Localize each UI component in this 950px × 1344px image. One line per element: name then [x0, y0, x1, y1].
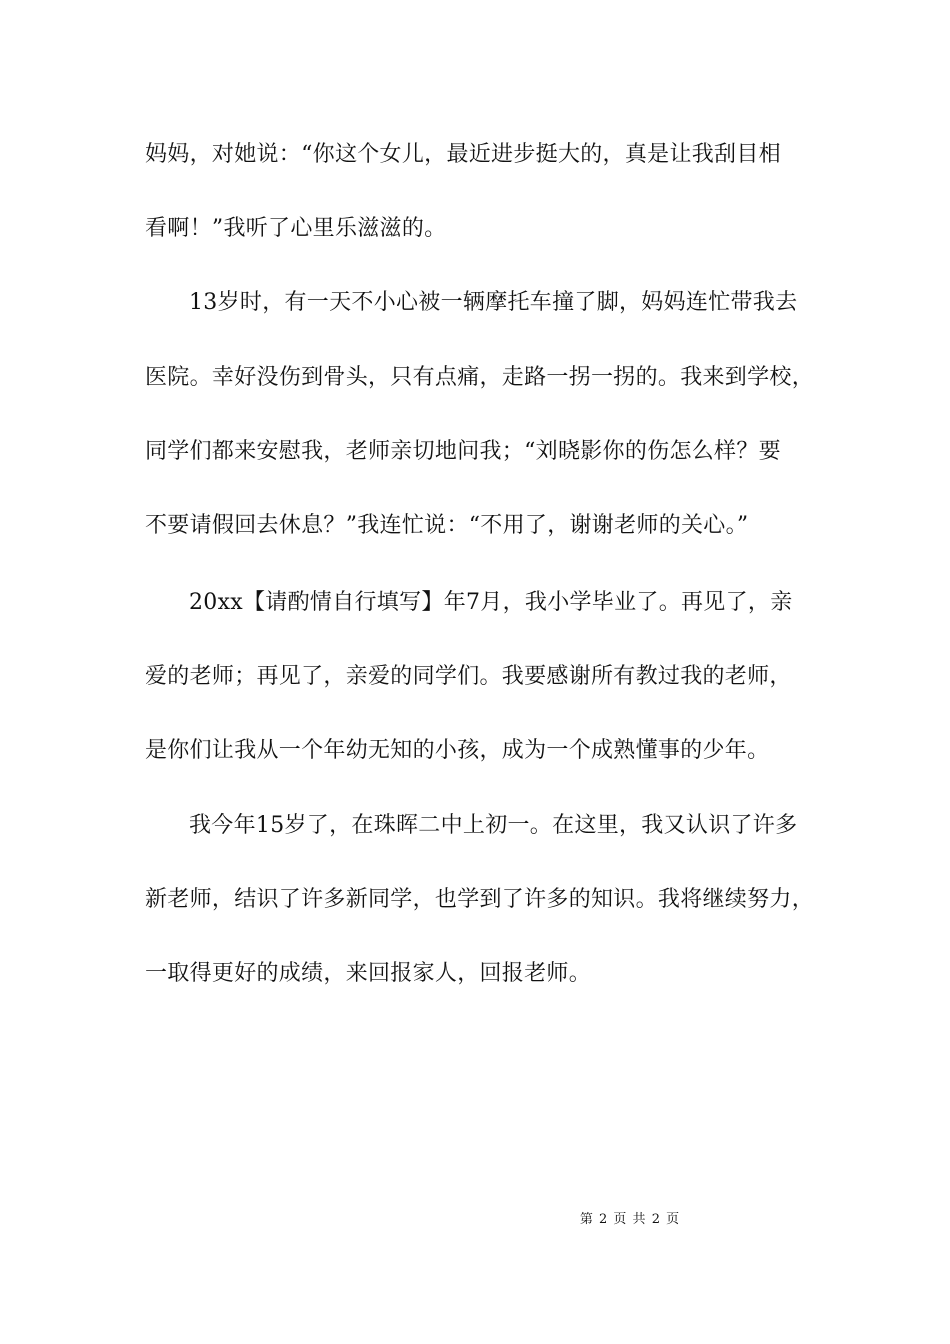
- text-line: 妈妈，对她说：“你这个女儿，最近进步挺大的，真是让我刮目相: [145, 142, 781, 167]
- paragraph-first-line: 20xx【请酌情自行填写】年7月，我小学毕业了。再见了，亲: [189, 590, 793, 615]
- text-line: 爱的老师；再见了，亲爱的同学们。我要感谢所有教过我的老师，: [145, 664, 792, 689]
- text-line: 新老师，结识了许多新同学，也学到了许多的知识。我将继续努力，: [145, 887, 815, 912]
- text-line: 看啊！”我听了心里乐滋滋的。: [145, 216, 447, 241]
- paragraph-first-line: 13岁时，有一天不小心被一辆摩托车撞了脚，妈妈连忙带我去: [189, 290, 798, 315]
- paragraph-first-line: 我今年15岁了，在珠晖二中上初一。在这里，我又认识了许多: [189, 813, 798, 838]
- page-number-footer: 第 2 页 共 2 页: [579, 1212, 681, 1227]
- text-line: 是你们让我从一个年幼无知的小孩，成为一个成熟懂事的少年。: [145, 738, 770, 763]
- text-line: 不要请假回去休息？”我连忙说：“不用了，谢谢老师的关心。”: [145, 513, 749, 538]
- text-line: 一取得更好的成绩，来回报家人，回报老师。: [145, 961, 592, 986]
- text-line: 同学们都来安慰我，老师亲切地问我；“刘晓影你的伤怎么样？要: [145, 439, 781, 464]
- text-line: 医院。幸好没伤到骨头，只有点痛，走路一拐一拐的。我来到学校，: [145, 365, 815, 390]
